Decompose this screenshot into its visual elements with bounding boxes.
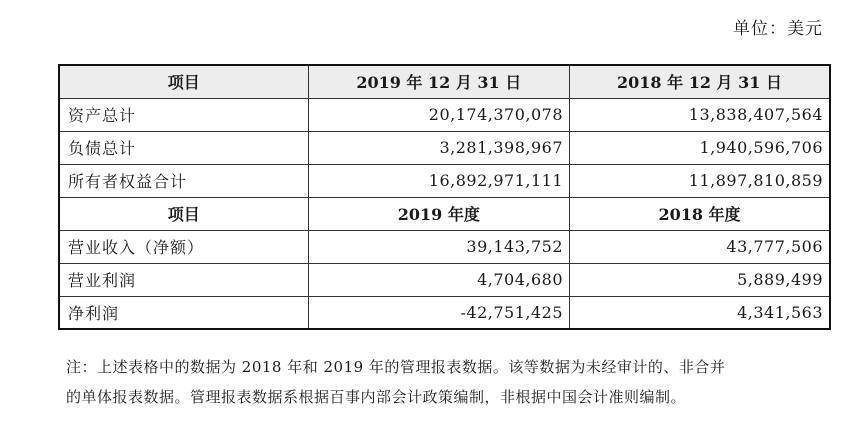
column-header-2019: 2019 年 12 月 31 日 — [308, 65, 569, 98]
table-row — [59, 296, 830, 329]
table-row — [59, 164, 830, 197]
cell-2019-net-profit: -42,751,425 — [308, 296, 569, 329]
cell-2018-revenue: 43,777,506 — [570, 230, 831, 263]
table-row — [59, 98, 830, 131]
column-header-2019-annual: 2019 年度 — [308, 197, 569, 230]
row-label-net-profit: 净利润 — [59, 296, 308, 329]
row-label-operating-profit: 营业利润 — [59, 263, 308, 296]
cell-2018-total-liabilities: 1,940,596,706 — [570, 131, 831, 164]
cell-2018-total-assets: 13,838,407,564 — [570, 98, 831, 131]
row-label-total-assets: 资产总计 — [59, 98, 308, 131]
cell-2019-revenue: 39,143,752 — [308, 230, 569, 263]
footnote — [66, 352, 856, 412]
footnote-line-2: 的单体报表数据。管理报表数据系根据百事内部会计政策编制，非根据中国会计准则编制。 — [66, 388, 687, 406]
cell-2018-net-profit: 4,341,563 — [570, 296, 831, 329]
table-row — [59, 263, 830, 296]
column-header-item: 项目 — [59, 65, 308, 98]
table-row — [59, 230, 830, 263]
column-header-2018: 2018 年 12 月 31 日 — [570, 65, 831, 98]
financial-table — [58, 64, 831, 330]
balance-header-row — [59, 65, 830, 98]
unit-label: 单位：美元 — [733, 19, 823, 39]
column-header-2018-annual: 2018 年度 — [570, 197, 831, 230]
footnote-line-1: 注：上述表格中的数据为 2018 年和 2019 年的管理报表数据。该等数据为未经审计的、非合并 — [66, 358, 726, 376]
row-label-total-equity: 所有者权益合计 — [59, 164, 308, 197]
cell-2018-operating-profit: 5,889,499 — [570, 263, 831, 296]
row-label-revenue: 营业收入（净额） — [59, 230, 308, 263]
cell-2019-total-assets: 20,174,370,078 — [308, 98, 569, 131]
cell-2018-total-equity: 11,897,810,859 — [570, 164, 831, 197]
cell-2019-operating-profit: 4,704,680 — [308, 263, 569, 296]
row-label-total-liabilities: 负债总计 — [59, 131, 308, 164]
income-header-row — [59, 197, 830, 230]
cell-2019-total-equity: 16,892,971,111 — [308, 164, 569, 197]
table-row — [59, 131, 830, 164]
column-header-item: 项目 — [59, 197, 308, 230]
cell-2019-total-liabilities: 3,281,398,967 — [308, 131, 569, 164]
